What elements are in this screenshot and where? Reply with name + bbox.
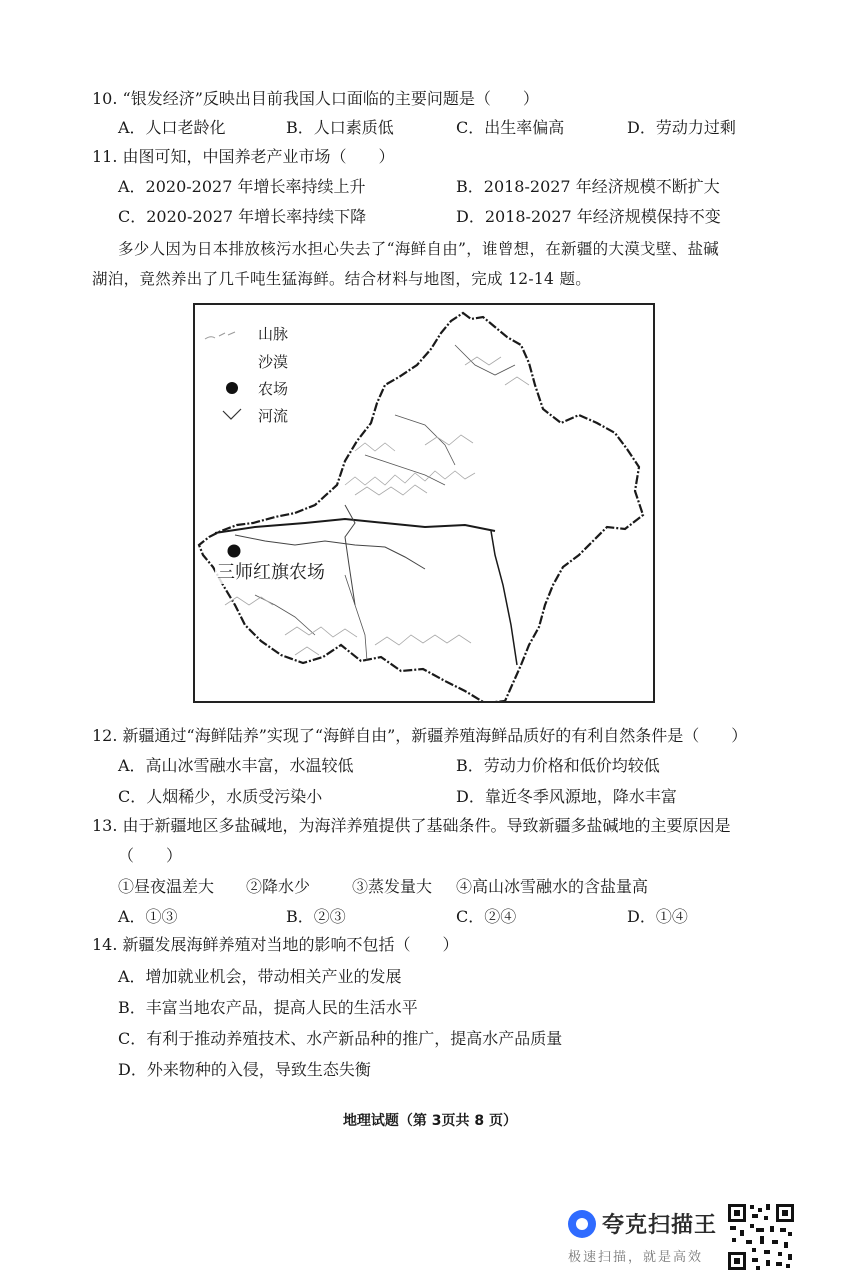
q14-option-d: D．外来物种的入侵，导致生态失衡 (118, 1060, 371, 1079)
q10-option-b: B．人口素质低 (286, 118, 394, 137)
q13-option-d: D．①④ (627, 907, 688, 926)
question-13-stem: 13. 由于新疆地区多盐碱地，为海洋养殖提供了基础条件。导致新疆多盐碱地的主要原因是 (92, 816, 731, 835)
farm-legend-icon (226, 382, 238, 394)
q14-option-b: B．丰富当地农产品，提高人民的生活水平 (118, 998, 418, 1017)
q13-statement-3: ③蒸发量大 (352, 877, 433, 896)
q13-statement-4: ④高山冰雪融水的含盐量高 (456, 877, 649, 896)
question-14-stem: 14. 新疆发展海鲜养殖对当地的影响不包括（ ） (92, 935, 459, 954)
question-11-stem: 11. 由图可知，中国养老产业市场（ ） (92, 147, 395, 166)
q14-option-c: C．有利于推动养殖技术、水产新品种的推广，提高水产品质量 (118, 1029, 563, 1048)
brand-logo-icon (568, 1210, 596, 1238)
q12-option-c: C．人烟稀少，水质受污染小 (118, 787, 323, 806)
q14-option-a: A．增加就业机会，带动相关产业的发展 (118, 967, 402, 986)
q13-option-a: A．①③ (118, 907, 178, 926)
q12-option-b: B．劳动力价格和低价均较低 (456, 756, 660, 775)
river-legend-icon (223, 409, 241, 419)
mountain-ranges (225, 357, 529, 655)
xinjiang-map (193, 303, 655, 703)
q10-option-d: D．劳动力过剩 (627, 118, 736, 137)
legend-mountain: 山脉 (258, 325, 289, 343)
internal-boundary-2 (491, 531, 517, 665)
brand-slogan: 极速扫描，就是高效 (568, 1250, 704, 1265)
question-13-stem-cont: （ ） (118, 846, 183, 865)
qr-code-icon (726, 1202, 796, 1272)
farm-label: 三师红旗农场 (215, 558, 327, 584)
q12-option-a: A．高山冰雪融水丰富，水温较低 (118, 756, 354, 775)
passage-line-2: 湖泊，竟然养出了几千吨生猛海鲜。结合材料与地图，完成 12-14 题。 (92, 270, 592, 288)
q11-option-a: A．2020-2027 年增长率持续上升 (118, 177, 366, 196)
q13-option-c: C．②④ (456, 907, 517, 926)
q11-option-c: C．2020-2027 年增长率持续下降 (118, 207, 367, 226)
brand-name: 夸克扫描王 (602, 1213, 718, 1238)
legend-farm: 农场 (258, 380, 289, 398)
legend-desert: 沙漠 (258, 353, 289, 371)
question-12-stem: 12. 新疆通过“海鲜陆养”实现了“海鲜自由”，新疆养殖海鲜品质好的有利自然条件是（ ） (92, 726, 748, 745)
q13-option-b: B．②③ (286, 907, 346, 926)
q11-option-b: B．2018-2027 年经济规模不断扩大 (456, 177, 720, 196)
page-footer: 地理试题（第 3页共 8 页） (342, 1113, 518, 1129)
scanner-watermark (566, 1200, 798, 1280)
q10-option-a: A．人口老龄化 (118, 118, 226, 137)
q12-option-d: D．靠近冬季风源地，降水丰富 (456, 787, 677, 806)
farm-marker (228, 545, 241, 558)
legend-river: 河流 (258, 407, 289, 425)
question-10-stem: 10. “银发经济”反映出目前我国人口面临的主要问题是（ ） (92, 89, 539, 108)
q11-option-d: D．2018-2027 年经济规模保持不变 (456, 207, 721, 226)
q10-option-c: C．出生率偏高 (456, 118, 565, 137)
passage-line-1: 多少人因为日本排放核污水担心失去了“海鲜自由”，谁曾想，在新疆的大漠戈壁、盐碱 (118, 240, 720, 258)
q13-statement-1: ①昼夜温差大 (118, 877, 215, 896)
mountain-legend-icon (205, 332, 235, 339)
q13-statement-2: ②降水少 (246, 877, 311, 896)
